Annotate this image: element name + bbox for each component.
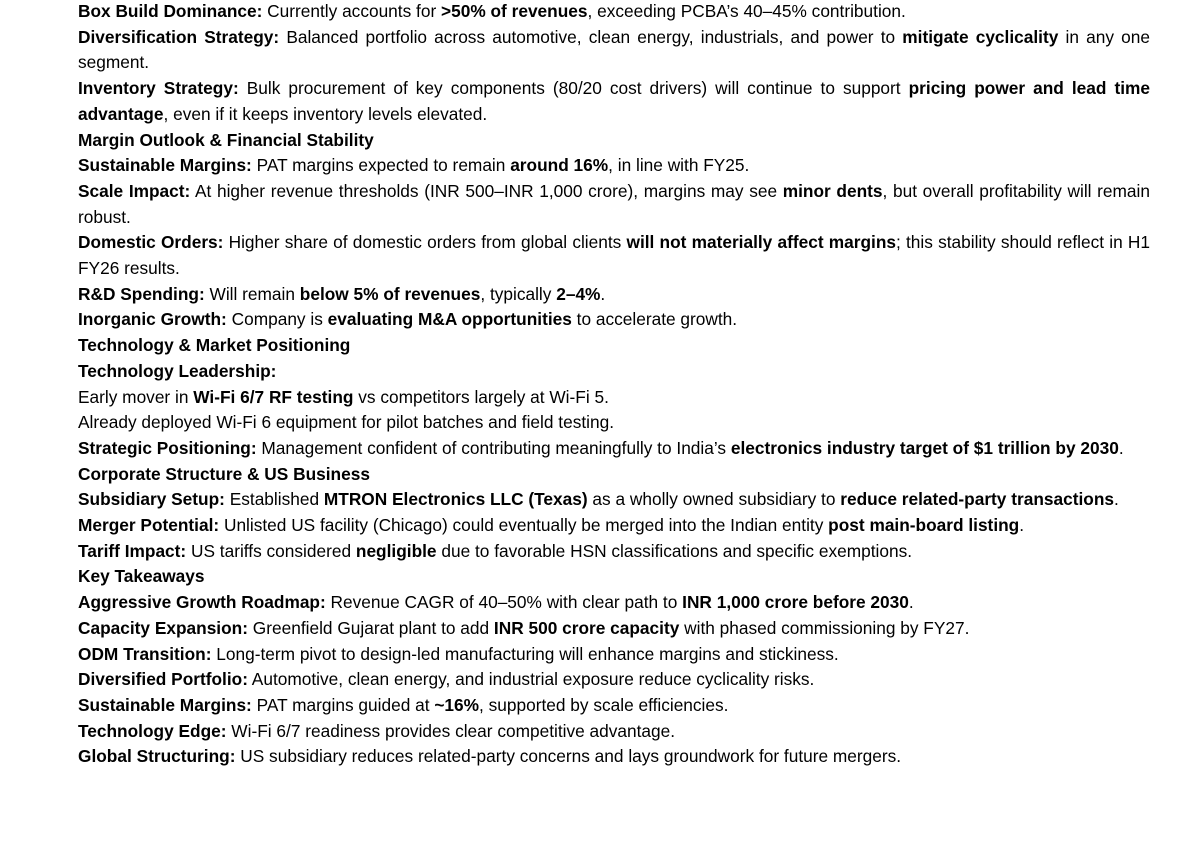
document-body [78,0,1150,770]
body-text: Automotive, clean energy, and industrial exposure reduce cyclicality risks. [247,669,815,690]
section-heading [78,462,1150,488]
paragraph-line [78,539,1150,565]
paragraph-line [78,487,1150,513]
bold-text: evaluating M&A opportunities [327,309,572,330]
body-text: Wi-Fi 6/7 readiness provides clear competitive advantage. [226,720,676,741]
body-text: vs competitors largely at Wi-Fi 5. [353,386,609,407]
paragraph-line [78,153,1150,179]
body-text: . [1113,489,1119,510]
body-text: Long-term pivot to design-led manufacturing will enhance margins and stickiness. [211,643,839,664]
bold-text: Domestic Orders: [78,232,224,253]
bold-text: minor dents [782,180,883,201]
paragraph-line [78,179,1150,230]
bold-text: Sustainable Margins: [78,694,252,715]
paragraph-line [78,744,1150,770]
paragraph-line [78,513,1150,539]
bold-text: Technology Edge: [78,720,227,741]
paragraph-line [78,642,1150,668]
paragraph-line [78,76,1150,127]
paragraph-line [78,616,1150,642]
bold-text: 2–4% [556,283,601,304]
body-text: , supported by scale efficiencies. [479,694,729,715]
bold-text: Technology & Market Positioning [78,335,351,356]
body-text: as a wholly owned subsidiary to [587,489,841,510]
body-text: , even if it keeps inventory levels elevated. [163,103,488,124]
bold-text: ~16% [434,694,480,715]
paragraph-line [78,410,1150,436]
body-text: US subsidiary reduces related-party concerns and lays groundwork for future mergers. [235,746,902,767]
bold-text: Key Takeaways [78,566,205,587]
paragraph-line [78,667,1150,693]
section-heading [78,333,1150,359]
bold-text: mitigate cyclicality [902,26,1059,47]
bold-text: Corporate Structure & US Business [78,463,370,484]
body-text: . [1118,437,1124,458]
body-text: Currently accounts for [262,1,442,21]
body-text: to accelerate growth. [571,309,738,330]
paragraph-line [78,693,1150,719]
body-text: Unlisted US facility (Chicago) could eventually be merged into the Indian entity [219,515,829,536]
body-text: . [908,592,914,613]
body-text: with phased commissioning by FY27. [679,617,970,638]
paragraph-line [78,0,1150,25]
bold-text: Scale Impact: [78,180,191,201]
paragraph-line [78,719,1150,745]
section-heading [78,359,1150,385]
bold-text: MTRON Electronics LLC (Texas) [323,489,588,510]
body-text: , exceeding PCBA’s 40–45% contribution. [587,1,906,21]
body-text: Management confident of contributing meaningfully to India’s [256,437,731,458]
bold-text: Strategic Positioning: [78,437,257,458]
section-heading [78,128,1150,154]
bold-text: Margin Outlook & Financial Stability [78,129,374,150]
bold-text: ODM Transition: [78,643,212,664]
body-text: Will remain [204,283,300,304]
body-text: At higher revenue thresholds (INR 500–INR 1,000 crore), margins may see [190,180,783,201]
bold-text: Diversification Strategy: [78,26,280,47]
body-text: , typically [480,283,557,304]
bold-text: Tariff Impact: [78,540,187,561]
body-text: Balanced portfolio across automotive, clean energy, industrials, and power to [279,26,903,47]
bold-text: Wi-Fi 6/7 RF testing [193,386,354,407]
bold-text: Capacity Expansion: [78,617,248,638]
bold-text: below 5% of revenues [299,283,481,304]
paragraph-line [78,590,1150,616]
body-text: . [1019,515,1025,536]
bold-text: Technology Leadership: [78,360,277,381]
body-text: Higher share of domestic orders from global clients [223,232,627,253]
bold-text: negligible [355,540,437,561]
bold-text: R&D Spending: [78,283,205,304]
bold-text: Aggressive Growth Roadmap: [78,592,326,613]
bold-text: reduce related-party transactions [840,489,1114,510]
body-text: , in line with FY25. [608,155,750,176]
body-text: due to favorable HSN classifications and specific exemptions. [436,540,913,561]
paragraph-line [78,25,1150,76]
bold-text: post main-board listing [828,515,1020,536]
body-text: Greenfield Gujarat plant to add [247,617,494,638]
bold-text: INR 1,000 crore before 2030 [682,592,909,613]
bold-text: Sustainable Margins: [78,155,252,176]
body-text: Already deployed Wi-Fi 6 equipment for pilot batches and field testing. [78,412,615,433]
bold-text: Merger Potential: [78,515,220,536]
body-text: , but overall profitability will remain robust. [78,180,1150,227]
bold-text: Diversified Portfolio: [78,669,248,690]
bold-text: Box Build Dominance: [78,1,263,21]
body-text: ; this stability should reflect in H1 FY26 results. [78,232,1150,279]
body-text: . [600,283,606,304]
paragraph-line [78,282,1150,308]
body-text: Established [224,489,324,510]
bold-text: Global Structuring: [78,746,236,767]
body-text: Revenue CAGR of 40–50% with clear path to [325,592,683,613]
body-text: PAT margins expected to remain [251,155,511,176]
section-heading [78,564,1150,590]
paragraph-line [78,230,1150,281]
bold-text: Subsidiary Setup: [78,489,225,510]
body-text: Bulk procurement of key components (80/20 cost drivers) will continue to support [238,78,909,99]
bold-text: >50% of revenues [441,1,588,21]
paragraph-line [78,307,1150,333]
body-text: in any one segment. [78,26,1150,73]
bold-text: INR 500 crore capacity [493,617,680,638]
body-text: PAT margins guided at [251,694,435,715]
paragraph-line [78,385,1150,411]
paragraph-line [78,436,1150,462]
body-text: Company is [226,309,328,330]
bold-text: electronics industry target of $1 trillion by 2030 [730,437,1119,458]
bold-text: Inorganic Growth: [78,309,227,330]
bold-text: Inventory Strategy: [78,78,239,99]
bold-text: will not materially affect margins [626,232,896,253]
bold-text: around 16% [510,155,609,176]
body-text: US tariffs considered [186,540,356,561]
bold-text: pricing power and lead time advantage [78,78,1150,124]
body-text: Early mover in [78,386,194,407]
